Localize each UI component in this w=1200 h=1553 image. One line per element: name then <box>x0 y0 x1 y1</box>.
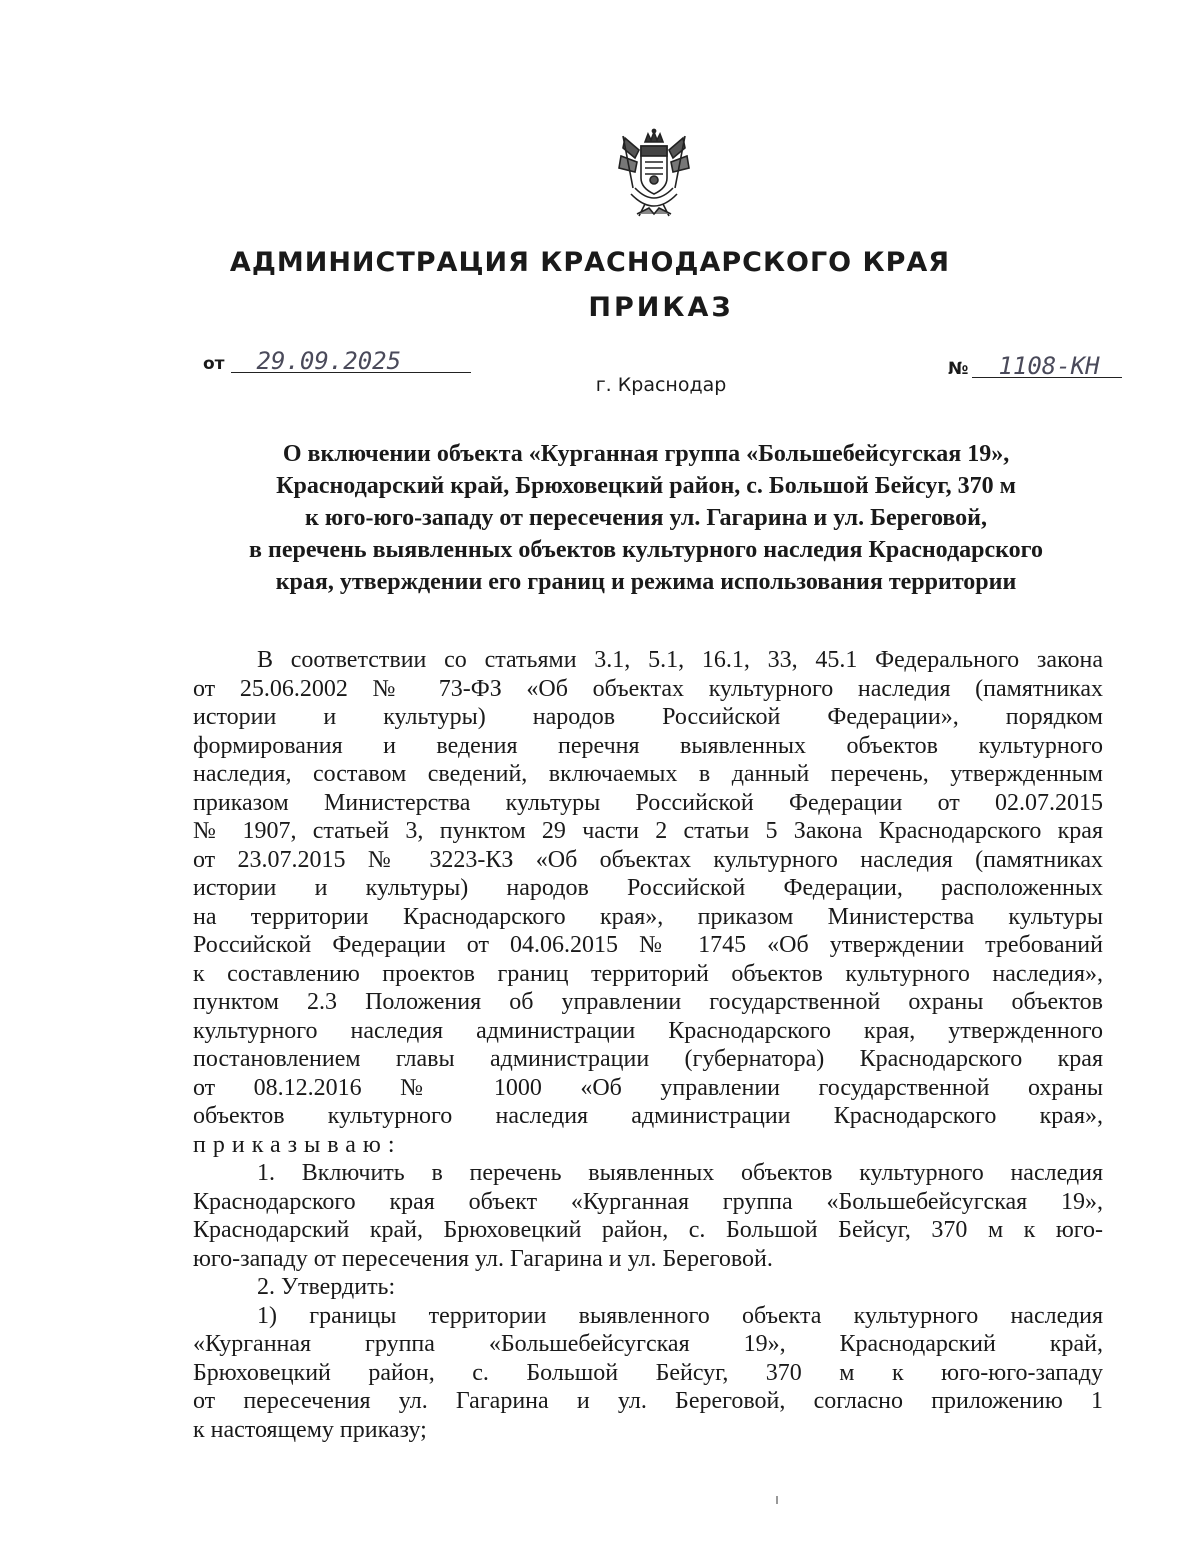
body-line: к настоящему приказу; <box>193 1416 427 1443</box>
body-line: на территории Краснодарского края», приказом Министерства культуры <box>193 903 1103 930</box>
heading-line: О включении объекта «Курганная группа «Большебейсугская 19», <box>282 441 1010 467</box>
body-line: культурного наследия администрации Краснодарского края, утвержденного <box>193 1017 1103 1044</box>
body-line: Брюховецкий район, с. Большой Бейсуг, 370 м к юго-юго-западу <box>193 1359 1103 1386</box>
body-line: 1) границы территории выявленного объекта культурного наследия <box>257 1302 1103 1329</box>
body-line: от 08.12.2016 № 1000 «Об управлении государственной охраны <box>193 1074 1103 1101</box>
body-line: «Курганная группа «Большебейсугская 19», Краснодарский край, <box>193 1331 1103 1357</box>
body-line: истории и культуры) народов Российской Федерации, расположенных <box>193 875 1103 901</box>
body-line-order-word: приказываю: <box>193 1131 402 1158</box>
body-line: В соответствии со статьями 3.1, 5.1, 16.1, 33, 45.1 Федерального закона <box>257 647 1103 673</box>
body-line: постановлением главы администрации (губернатора) Краснодарского края <box>193 1046 1103 1072</box>
body-line: к составлению проектов границ территорий объектов культурного наследия», <box>193 960 1103 987</box>
document-type: ПРИКАЗ <box>588 292 734 323</box>
body-line: Краснодарский край, Брюховецкий район, с. Большой Бейсуг, 370 м к юго- <box>193 1217 1103 1243</box>
organization-title: АДМИНИСТРАЦИЯ КРАСНОДАРСКОГО КРАЯ <box>229 247 951 278</box>
heading-line: края, утверждении его границ и режима использования территории <box>275 569 1017 595</box>
number-label: № <box>948 359 969 379</box>
heading-line: в перечень выявленных объектов культурного наследия Краснодарского <box>249 537 1043 563</box>
heading-line: к юго-юго-западу от пересечения ул. Гагарина и ул. Береговой, <box>305 505 987 531</box>
body-line: 2. Утвердить: <box>257 1274 396 1300</box>
body-line: истории и культуры) народов Российской Федерации», порядком <box>193 704 1103 730</box>
body-line: пунктом 2.3 Положения об управлении государственной охраны объектов <box>193 989 1103 1015</box>
body-line: приказом Министерства культуры Российской Федерации от 02.07.2015 <box>193 789 1103 816</box>
document-heading <box>190 438 1102 598</box>
body-line: объектов культурного наследия администрации Краснодарского края», <box>193 1103 1103 1129</box>
body-line: № 1907, статьей 3, пунктом 29 части 2 статьи 5 Закона Краснодарского края <box>193 818 1103 844</box>
body-line: от 25.06.2002 № 73-ФЗ «Об объектах культурного наследия (памятниках <box>193 675 1103 702</box>
heading-line: Краснодарский край, Брюховецкий район, с. Большой Бейсуг, 370 м <box>276 473 1016 499</box>
date-line <box>203 347 471 375</box>
date-label: от <box>203 354 225 374</box>
body-line: 1. Включить в перечень выявленных объектов культурного наследия <box>257 1160 1103 1186</box>
body-line: формирования и ведения перечня выявленных объектов культурного <box>193 732 1103 759</box>
body-line: юго-западу от пересечения ул. Гагарина и ул. Береговой. <box>193 1245 773 1272</box>
scan-mark <box>776 1496 778 1504</box>
date-value: 29.09.2025 <box>231 350 471 373</box>
body-line: от 23.07.2015 № 3223-КЗ «Об объектах культурного наследия (памятниках <box>193 846 1103 873</box>
city: г. Краснодар <box>595 374 727 396</box>
document-body <box>193 646 1103 1444</box>
number-value: 1108-КН <box>972 355 1122 378</box>
coat-of-arms-icon <box>615 128 693 220</box>
body-line: Российской Федерации от 04.06.2015 № 1745 «Об утверждении требований <box>193 932 1103 958</box>
body-line: Краснодарского края объект «Курганная группа «Большебейсугская 19», <box>193 1188 1103 1215</box>
body-line: наследия, составом сведений, включаемых в данный перечень, утвержденным <box>193 761 1103 787</box>
body-line: от пересечения ул. Гагарина и ул. Береговой, согласно приложению 1 <box>193 1388 1103 1414</box>
